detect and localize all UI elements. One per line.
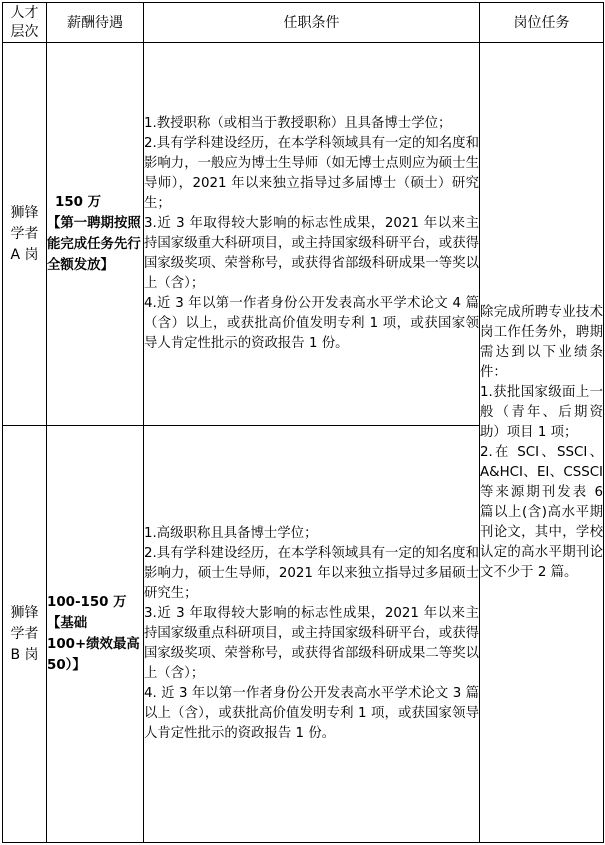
table-header-row bbox=[3, 3, 604, 43]
requirement-item: 4. 近 3 年以第一作者身份公开发表高水平学术论文 3 篇以上（含），或获批高价值发明专利 1 项，或获国家领导人肯定性批示的资政报告 1 份。 bbox=[144, 686, 479, 741]
requirements-cell-b bbox=[144, 426, 480, 843]
requirement-item: 4.近 3 年以第一作者身份公开发表高水平学术论文 4 篇（含）以上，或获批高价值发明专利 1 项，或获国家领导人肯定性批示的资政报告 1 份。 bbox=[144, 296, 479, 351]
requirement-item: 3.近 3 年取得较大影响的标志性成果，2021 年以来主持国家级重大科研项目，或主持国家级科研平台，或获得国家级奖项、荣誉称号，或获得省部级科研成果一等奖以上（含）； bbox=[144, 216, 479, 291]
talent-post-table bbox=[2, 2, 604, 843]
salary-cell-a bbox=[47, 43, 144, 426]
requirements-cell-a bbox=[144, 43, 480, 426]
requirement-item: 1.高级职称且具备博士学位； bbox=[144, 526, 318, 541]
level-line: A 岗 bbox=[10, 246, 39, 263]
duties-cell bbox=[480, 43, 604, 843]
salary-detail: 【第一聘期按照能完成任务先行全额发放】 bbox=[47, 216, 141, 273]
level-cell-b bbox=[3, 426, 47, 843]
requirement-item: 2.具有学科建设经历，在本学科领域具有一定的知名度和影响力，一般应为博士生导师（如无博士点则应为硕士生导师），2021 年以来独立指导过多届博士（硕士）研究生； bbox=[144, 136, 479, 211]
salary-cell-b bbox=[47, 426, 144, 843]
header-level bbox=[3, 3, 47, 43]
header-duties: 岗位任务 bbox=[480, 3, 604, 43]
duty-item: 除完成所聘专业技术岗工作任务外，聘期需达到以下业绩条件： bbox=[480, 304, 603, 380]
level-line: 学者 bbox=[10, 625, 39, 642]
level-line: 学者 bbox=[10, 225, 39, 242]
level-line: B 岗 bbox=[10, 646, 39, 663]
requirement-item: 1.教授职称（或相当于教授职称）且具备博士学位； bbox=[144, 116, 452, 131]
header-level-text: 人才层次 bbox=[10, 4, 39, 40]
table-row bbox=[3, 43, 604, 426]
level-line: 狮锋 bbox=[10, 204, 39, 221]
duty-item: 2.在 SCI、SSCI、A&HCI、EI、CSSCI 等来源期刊发表 6 篇以上(含)高水平期刊论文，其中，学校认定的高水平期刊论文不少于 2 篇。 bbox=[480, 444, 603, 580]
salary-amount: 100-150 万 bbox=[47, 595, 127, 610]
level-cell-a bbox=[3, 43, 47, 426]
header-salary: 薪酬待遇 bbox=[47, 3, 144, 43]
salary-detail: 【基础 100+绩效最高 50）】 bbox=[47, 616, 140, 673]
salary-amount: 150 万 bbox=[55, 195, 102, 210]
requirement-item: 2.具有学科建设经历，在本学科领域具有一定的知名度和影响力，硕士生导师，2021 年以来独立指导过多届硕士研究生； bbox=[144, 546, 479, 601]
requirement-item: 3.近 3 年取得较大影响的标志性成果，2021 年以来主持国家级重点科研项目，或主持国家级科研平台，或获得国家级奖项、荣誉称号，或获得省部级科研成果二等奖以上（含）； bbox=[144, 606, 479, 681]
level-line: 狮锋 bbox=[10, 604, 39, 621]
duty-item: 1.获批国家级面上一般（青年、后期资助）项目 1 项； bbox=[480, 384, 603, 440]
header-requirements: 任职条件 bbox=[144, 3, 480, 43]
